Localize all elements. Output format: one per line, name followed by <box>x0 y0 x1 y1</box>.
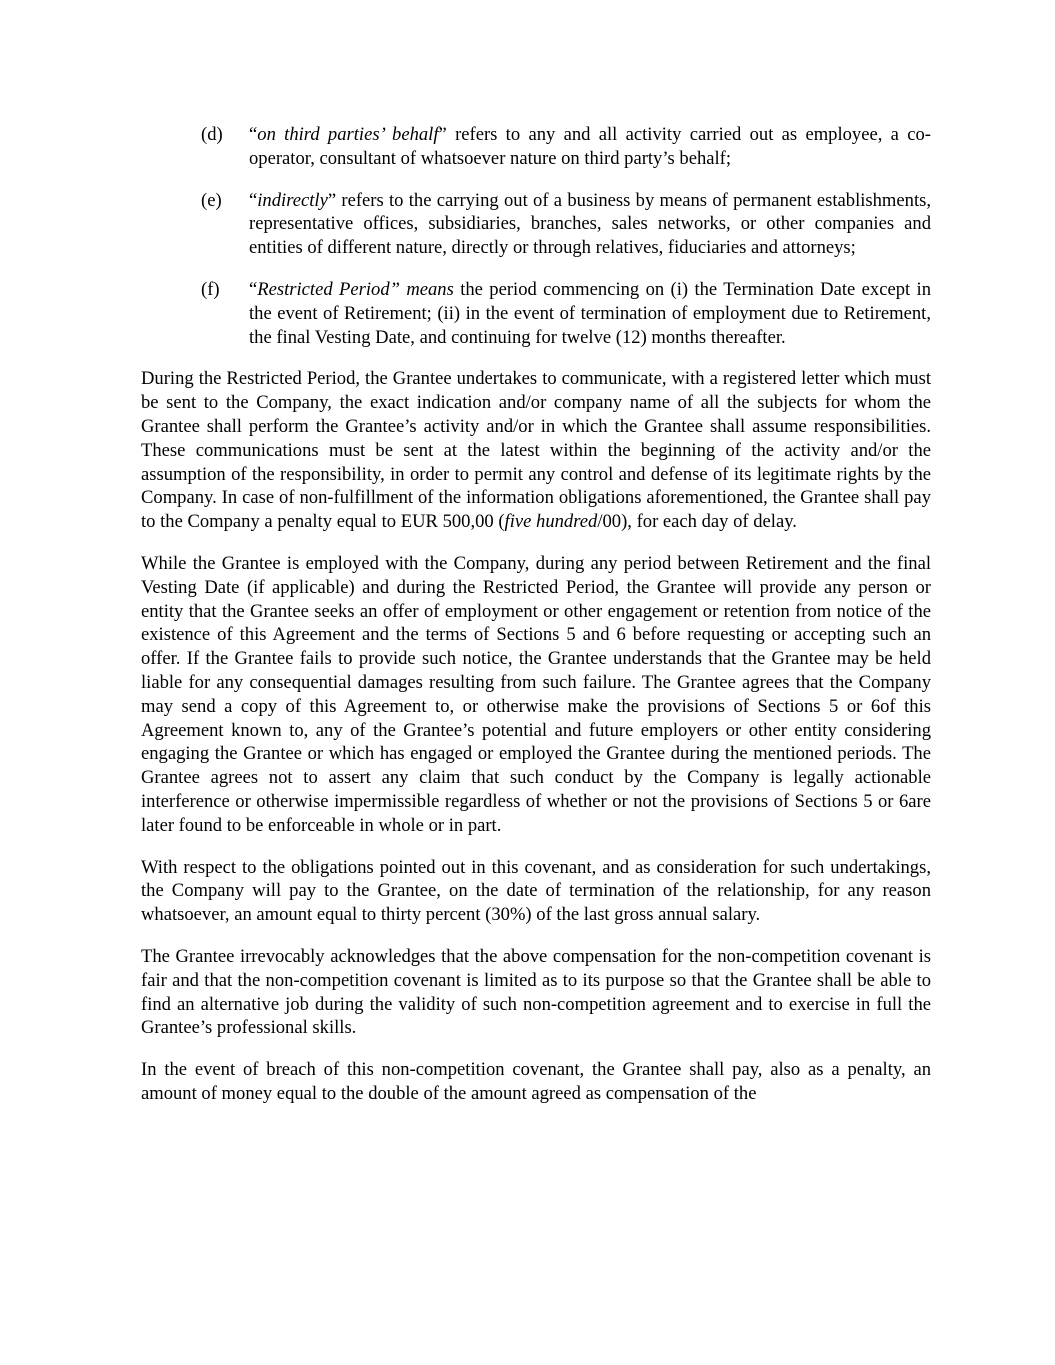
document-page <box>141 123 931 1124</box>
definition-label: (f) <box>201 278 220 300</box>
definition-label: (e) <box>201 189 222 211</box>
definition-f <box>201 278 931 349</box>
paragraph-notice-obligation: While the Grantee is employed with the Company, during any period between Retirement and the final Vesting Date (if applicable) and during the Restricted Period, the Grantee will provide any person or entity that the Grantee seeks an offer of employment or other engagement or retention from notice of the existence of this Agreement and the terms of Sections 5 and 6 before requesting or accepting such an offer. If the Grantee fails to provide such notice, the Grantee understands that the Grantee may be held liable for any consequential damages resulting from such failure. The Grantee agrees that the Company may send a copy of this Agreement to, or otherwise make the provisions of Sections 5 or 6of this Agreement known to, any of the Grantee’s potential and future employers or other entity considering engaging the Grantee or which has engaged or employed the Grantee during the mentioned periods. The Grantee agrees not to assert any claim that such conduct by the Company is legally actionable interference or otherwise impermissible regardless of whether or not the provisions of Sections 5 or 6are later found to be enforceable in whole or in part. <box>141 552 931 836</box>
paragraph-compensation: With respect to the obligations pointed out in this covenant, and as consideration for such undertakings, the Company will pay to the Grantee, on the date of termination of the relationship, for any reason whatsoever, an amount equal to thirty percent (30%) of the last gross annual salary. <box>141 856 931 926</box>
definition-e <box>201 189 931 260</box>
paragraph-restricted-period-communication: During the Restricted Period, the Grantee undertakes to communicate, with a registered letter which must be sent to the Company, the exact indication and/or company name of all the subjects for whom the Grantee shall perform the Grantee’s activity and/or in which the Grantee shall assume responsibilities. These communications must be sent at the latest within the beginning of the activity and/or the assumption of the responsibility, in order to permit any control and defense of its legitimate rights by the Company. In case of non-fulfillment of the information obligations aforementioned, the Grantee shall pay to the Company a penalty equal to EUR 500,00 (five hundred/00), for each day of delay. <box>141 368 931 533</box>
definition-label: (d) <box>201 124 223 145</box>
definition-body: “indirectly” refers to the carrying out of a business by means of permanent establishments, representative offices, subsidiaries, branches, sales networks, or other companies and entities of different nature, directly or through relatives, fiduciaries and attorneys; <box>249 189 931 259</box>
defined-term: Restricted Period” means <box>257 278 454 300</box>
definition-body: “on third parties’ behalf” refers to any and all activity carried out as employee, a co-operator, consultant of whatsoever nature on third party’s behalf; <box>249 124 931 169</box>
paragraph-breach-penalty: In the event of breach of this non-competition covenant, the Grantee shall pay, also as a penalty, an amount of money equal to the double of the amount agreed as compensation of the <box>141 1059 931 1104</box>
definition-d <box>201 123 931 171</box>
defined-term: indirectly <box>257 189 328 211</box>
definition-body: “Restricted Period” means the period commencing on (i) the Termination Date except in the event of Retirement; (ii) in the event of termination of employment due to Retirement, the final Vesting Date, and continuing for twelve (12) months thereafter. <box>249 278 931 348</box>
paragraph-acknowledgement: The Grantee irrevocably acknowledges that the above compensation for the non-competition covenant is fair and that the non-competition covenant is limited as to its purpose so that the Grantee shall be able to find an alternative job during the validity of such non-competition agreement and to exercise in full the Grantee’s professional skills. <box>141 945 931 1039</box>
defined-term: on third parties’ behalf <box>257 124 439 145</box>
